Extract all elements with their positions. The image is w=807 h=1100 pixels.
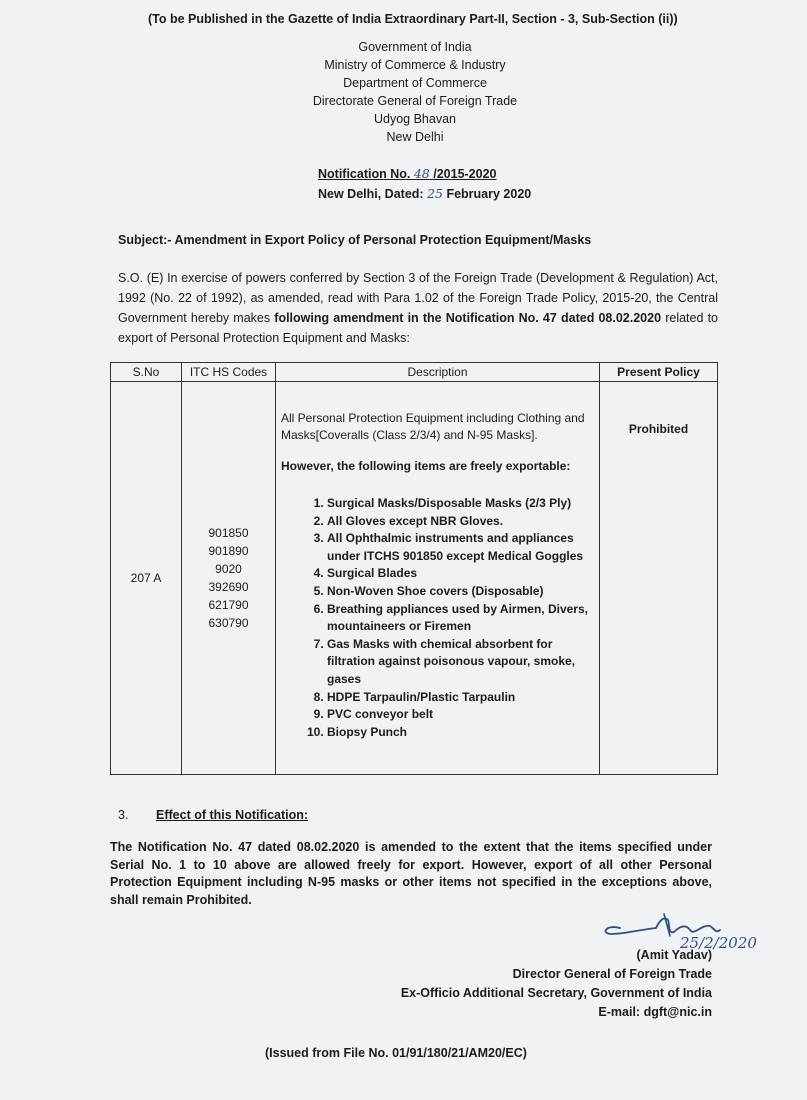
cell-codes: [182, 382, 276, 775]
notification-prefix: Notification No.: [318, 167, 411, 181]
signatory-secretary: Ex-Officio Additional Secretary, Government of India: [400, 986, 712, 1000]
signatory-name: (Amit Yadav): [636, 948, 712, 962]
dated-prefix: New Delhi, Dated:: [318, 187, 424, 201]
header-codes: ITC HS Codes: [182, 363, 276, 382]
hs-code: 901850: [208, 526, 249, 540]
list-item: 5. Non-Woven Shoe covers (Disposable): [327, 583, 596, 601]
effect-heading: [118, 808, 308, 822]
list-item: 2. All Gloves except NBR Gloves.: [327, 513, 596, 531]
notification-number-line: [318, 164, 531, 184]
hs-code: 901890: [208, 544, 249, 558]
effect-title: Effect of this Notification:: [156, 808, 309, 822]
notification-number: 48: [413, 166, 430, 181]
list-item: 9. PVC conveyor belt: [327, 706, 596, 724]
notification-block: [318, 164, 531, 204]
header-building: Udyog Bhavan: [373, 112, 456, 126]
table-header-row: [111, 363, 718, 382]
header-city: New Delhi: [386, 130, 444, 144]
header-directorate: Directorate General of Foreign Trade: [312, 94, 518, 108]
signature-date: 25/2/2020: [680, 934, 757, 952]
hs-code: 621790: [208, 598, 249, 612]
dated-suffix: February 2020: [446, 187, 532, 201]
header-description: Description: [276, 363, 600, 382]
policy-table: [110, 362, 718, 775]
header-policy: Present Policy: [600, 363, 718, 382]
intro-paragraph: [118, 268, 718, 348]
list-item: 3. All Ophthalmic instruments and appliances under ITCHS 901850 except Medical Goggles: [327, 530, 596, 565]
hs-code: 9020: [215, 562, 242, 576]
description-however: However, the following items are freely exportable:: [281, 459, 571, 473]
hs-code: 630790: [208, 616, 249, 630]
effect-number: 3.: [118, 808, 129, 822]
intro-text-2: related to export of Personal Protection Equipment and Masks:: [118, 311, 718, 345]
dated-day: 25: [427, 186, 443, 201]
cell-description: [276, 382, 600, 775]
signatory-designation: Director General of Foreign Trade: [512, 967, 712, 981]
list-item: 1. Surgical Masks/Disposable Masks (2/3 Ply): [327, 495, 596, 513]
subject-line: Subject:- Amendment in Export Policy of Personal Protection Equipment/Masks: [118, 233, 592, 247]
hs-code: 392690: [208, 580, 249, 594]
list-item: 4. Surgical Blades: [327, 565, 596, 583]
effect-paragraph: The Notification No. 47 dated 08.02.2020 is amended to the extent that the items specified under Serial No. 1 to 10 above are allowed freely for export. However, export of all other Personal Protection Equipment including N-95 masks or other items not specified in the exceptions above, shall remain Prohibited.: [110, 840, 712, 907]
intro-text-1: S.O. (E) In exercise of powers conferred by Section 3 of the Foreign Trade (Development & Regulation) Act, 1992 (No. 22 of 1992), as amended, read with Para 1.02 of the Foreign Trade Policy, 2015-20, the Central Government hereby makes: [118, 271, 718, 325]
notification-date-line: [318, 184, 531, 204]
cell-policy: Prohibited: [600, 382, 718, 775]
list-item: 7. Gas Masks with chemical absorbent for filtration against poisonous vapour, smoke, gases: [327, 636, 596, 689]
header-ministry: Ministry of Commerce & Industry: [324, 58, 506, 72]
list-item: 6. Breathing appliances used by Airmen, Divers, mountaineers or Firemen: [327, 601, 596, 636]
description-intro: All Personal Protection Equipment including Clothing and Masks[Coveralls (Class 2/3/4) and N-95 Masks].: [281, 411, 585, 442]
cell-sno: 207 A: [111, 382, 182, 775]
list-item: 8. HDPE Tarpaulin/Plastic Tarpaulin: [327, 689, 596, 707]
intro-bold: following amendment in the Notification No. 47 dated 08.02.2020: [274, 311, 662, 325]
header-sno: S.No: [111, 363, 182, 382]
header-government: Government of India: [358, 40, 472, 54]
gazette-line: (To be Published in the Gazette of India Extraordinary Part-II, Section - 3, Sub-Section (ii)): [148, 12, 678, 26]
list-item: 10. Biopsy Punch: [327, 724, 596, 742]
header-department: Department of Commerce: [343, 76, 487, 90]
table-row: [111, 382, 718, 775]
exempt-items-list: [281, 495, 596, 741]
notification-suffix: /2015-2020: [433, 167, 497, 181]
signatory-email: E-mail: dgft@nic.in: [598, 1005, 712, 1019]
issued-file-line: (Issued from File No. 01/91/180/21/AM20/EC): [265, 1046, 527, 1060]
